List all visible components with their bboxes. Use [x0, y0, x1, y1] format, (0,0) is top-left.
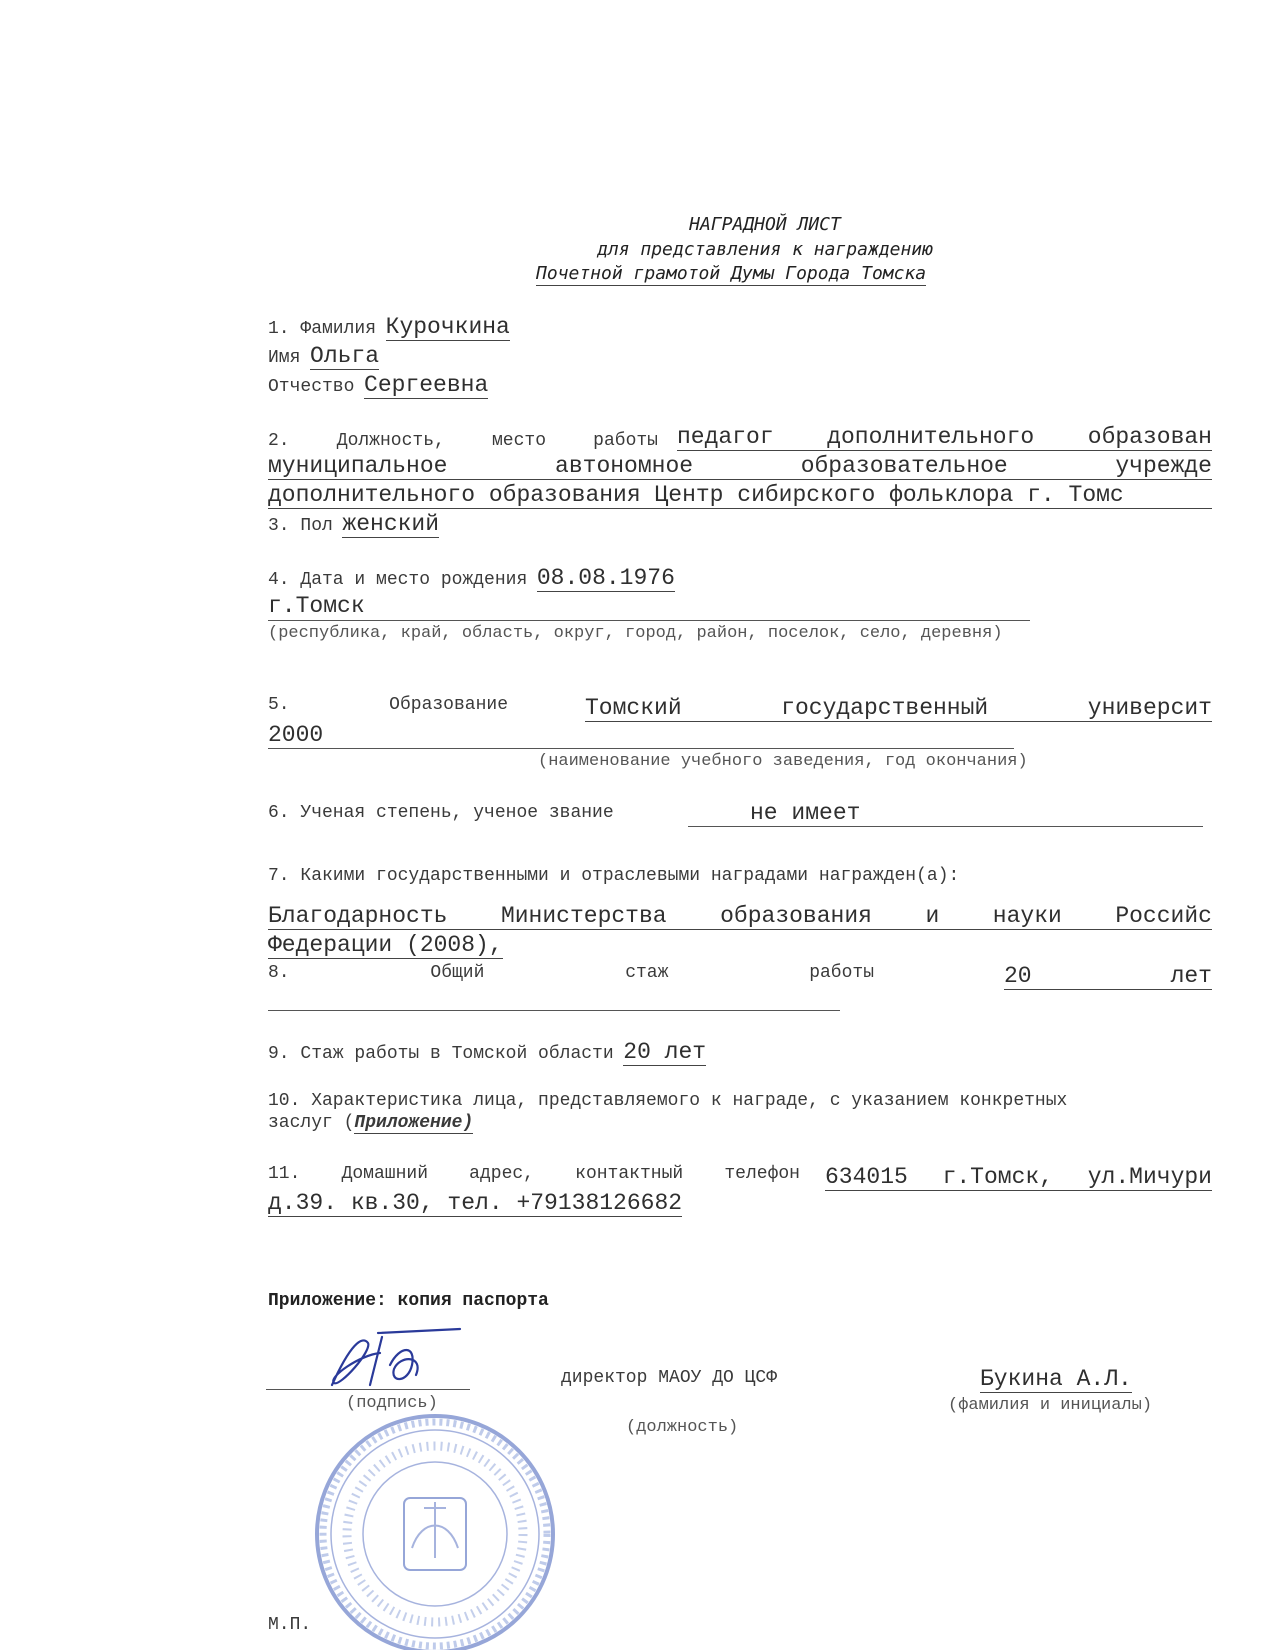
experience-years: 20	[1004, 963, 1032, 989]
address-word-1: 634015	[825, 1164, 908, 1190]
experience-label-3: стаж	[625, 963, 669, 983]
region-experience-label: 9. Стаж работы в Томской области	[268, 1044, 614, 1064]
workplace-word-4: учрежде	[1115, 453, 1212, 479]
field-2-line-3	[268, 482, 1212, 509]
official-stamp	[312, 1398, 558, 1650]
region-experience-value: 20 лет	[623, 1039, 707, 1065]
position-value-3: образован	[1087, 424, 1212, 450]
education-caption: (наименование учебного заведения, год окончания)	[538, 752, 1028, 771]
patronymic-label: Отчество	[268, 377, 355, 397]
birth-place-caption: (республика, край, область, округ, город, район, поселок, село, деревня)	[268, 624, 1003, 643]
experience-unit: лет	[1170, 963, 1212, 989]
degree-value: не имеет	[750, 800, 861, 826]
position-label-3: место	[491, 431, 546, 451]
education-underline	[268, 748, 1014, 749]
stamp-place-label: М.П.	[268, 1615, 312, 1635]
surname-label: 1. Фамилия	[268, 319, 377, 339]
address-label-3: адрес,	[469, 1164, 534, 1184]
field-11-address-row	[268, 1164, 1212, 1191]
field-5-education-row	[268, 695, 1212, 722]
awards-word-6: Российс	[1115, 903, 1212, 929]
field-8-experience-row	[268, 963, 1212, 990]
birth-label: 4. Дата и место рождения	[268, 570, 528, 590]
education-label-2: Образование	[389, 695, 508, 715]
education-word-3: университ	[1087, 695, 1212, 721]
awards-word-3: образования	[720, 903, 872, 929]
document-title: НАГРАДНОЙ ЛИСТ	[689, 214, 841, 235]
document-subtitle: для представления к награждению	[597, 239, 933, 260]
field-1-patronymic	[268, 372, 488, 398]
signer-name: Букина А.Л.	[980, 1366, 1132, 1392]
signer-caption: (фамилия и инициалы)	[948, 1396, 1153, 1415]
address-label-1: 11.	[268, 1164, 301, 1184]
education-year: 2000	[268, 722, 324, 748]
education-label-1: 5.	[268, 695, 290, 715]
name-value: Ольга	[310, 343, 380, 369]
signer-position: директор МАОУ ДО ЦСФ	[561, 1368, 778, 1388]
experience-label-2: Общий	[430, 963, 485, 983]
position-label-1: 2.	[268, 431, 290, 451]
workplace-word-2: автономное	[555, 453, 694, 479]
awards-word-4: и	[925, 903, 940, 929]
address-word-3: ул.Мичури	[1087, 1164, 1212, 1190]
experience-underline	[268, 1010, 840, 1011]
position-label-2: Должность,	[336, 431, 445, 451]
degree-label: 6. Ученая степень, ученое звание	[268, 803, 614, 823]
position-caption: (должность)	[626, 1418, 739, 1437]
surname-value: Курочкина	[385, 314, 510, 340]
education-word-2: государственный	[781, 695, 989, 721]
degree-underline	[688, 826, 1203, 827]
field-1-name	[268, 343, 379, 369]
characteristic-line-1: 10. Характеристика лица, представляемого к награде, с указанием конкретных	[268, 1091, 1068, 1111]
awards-line-2: Федерации (2008),	[268, 932, 503, 958]
characteristic-prefix: заслуг (	[268, 1113, 355, 1133]
workplace-line-3: дополнительного образования Центр сибирского фольклора г. Томс	[268, 482, 1124, 508]
experience-label-1: 8.	[268, 963, 290, 983]
field-9-region-experience	[268, 1039, 706, 1065]
signature-caption: (подпись)	[346, 1394, 438, 1413]
gender-value: женский	[342, 511, 440, 537]
address-label-5: телефон	[724, 1164, 800, 1184]
workplace-word-3: образовательное	[800, 453, 1008, 479]
appendix-note: Приложение: копия паспорта	[268, 1291, 549, 1311]
characteristic-line-2	[268, 1113, 473, 1133]
awards-word-2: Министерства	[500, 903, 667, 929]
birth-place-value: г.Томск	[268, 593, 365, 619]
birth-date-value: 08.08.1976	[536, 565, 675, 591]
award-name: Почетной грамотой Думы Города Томска	[536, 263, 927, 284]
patronymic-value: Сергеевна	[364, 372, 489, 398]
address-line-2: д.39. кв.30, тел. +79138126682	[268, 1190, 683, 1216]
position-value-2: дополнительного	[827, 424, 1035, 450]
field-2-position-row	[268, 424, 1212, 451]
experience-label-4: работы	[809, 963, 874, 983]
field-1-surname	[268, 314, 510, 340]
birth-place-underline	[268, 620, 1030, 621]
field-4-birth-date	[268, 565, 675, 591]
address-label-2: Домашний	[341, 1164, 428, 1184]
awards-word-5: науки	[992, 903, 1062, 929]
appendix-link[interactable]: Приложение)	[354, 1113, 474, 1133]
name-label: Имя	[268, 348, 301, 368]
awards-line-1	[268, 903, 1212, 930]
signature-mark	[320, 1325, 470, 1397]
workplace-word-1: муниципальное	[268, 453, 448, 479]
field-3-gender	[268, 511, 439, 537]
position-value-1: педагог	[677, 424, 774, 450]
awards-label: 7. Какими государственными и отраслевыми наградами награжден(а):	[268, 866, 960, 886]
gender-label: 3. Пол	[268, 516, 333, 536]
awards-word-1: Благодарность	[268, 903, 448, 929]
address-word-2: г.Томск,	[942, 1164, 1053, 1190]
education-word-1: Томский	[585, 695, 682, 721]
address-label-4: контактный	[575, 1164, 684, 1184]
field-2-line-2	[268, 453, 1212, 480]
position-label-4: работы	[593, 431, 658, 451]
